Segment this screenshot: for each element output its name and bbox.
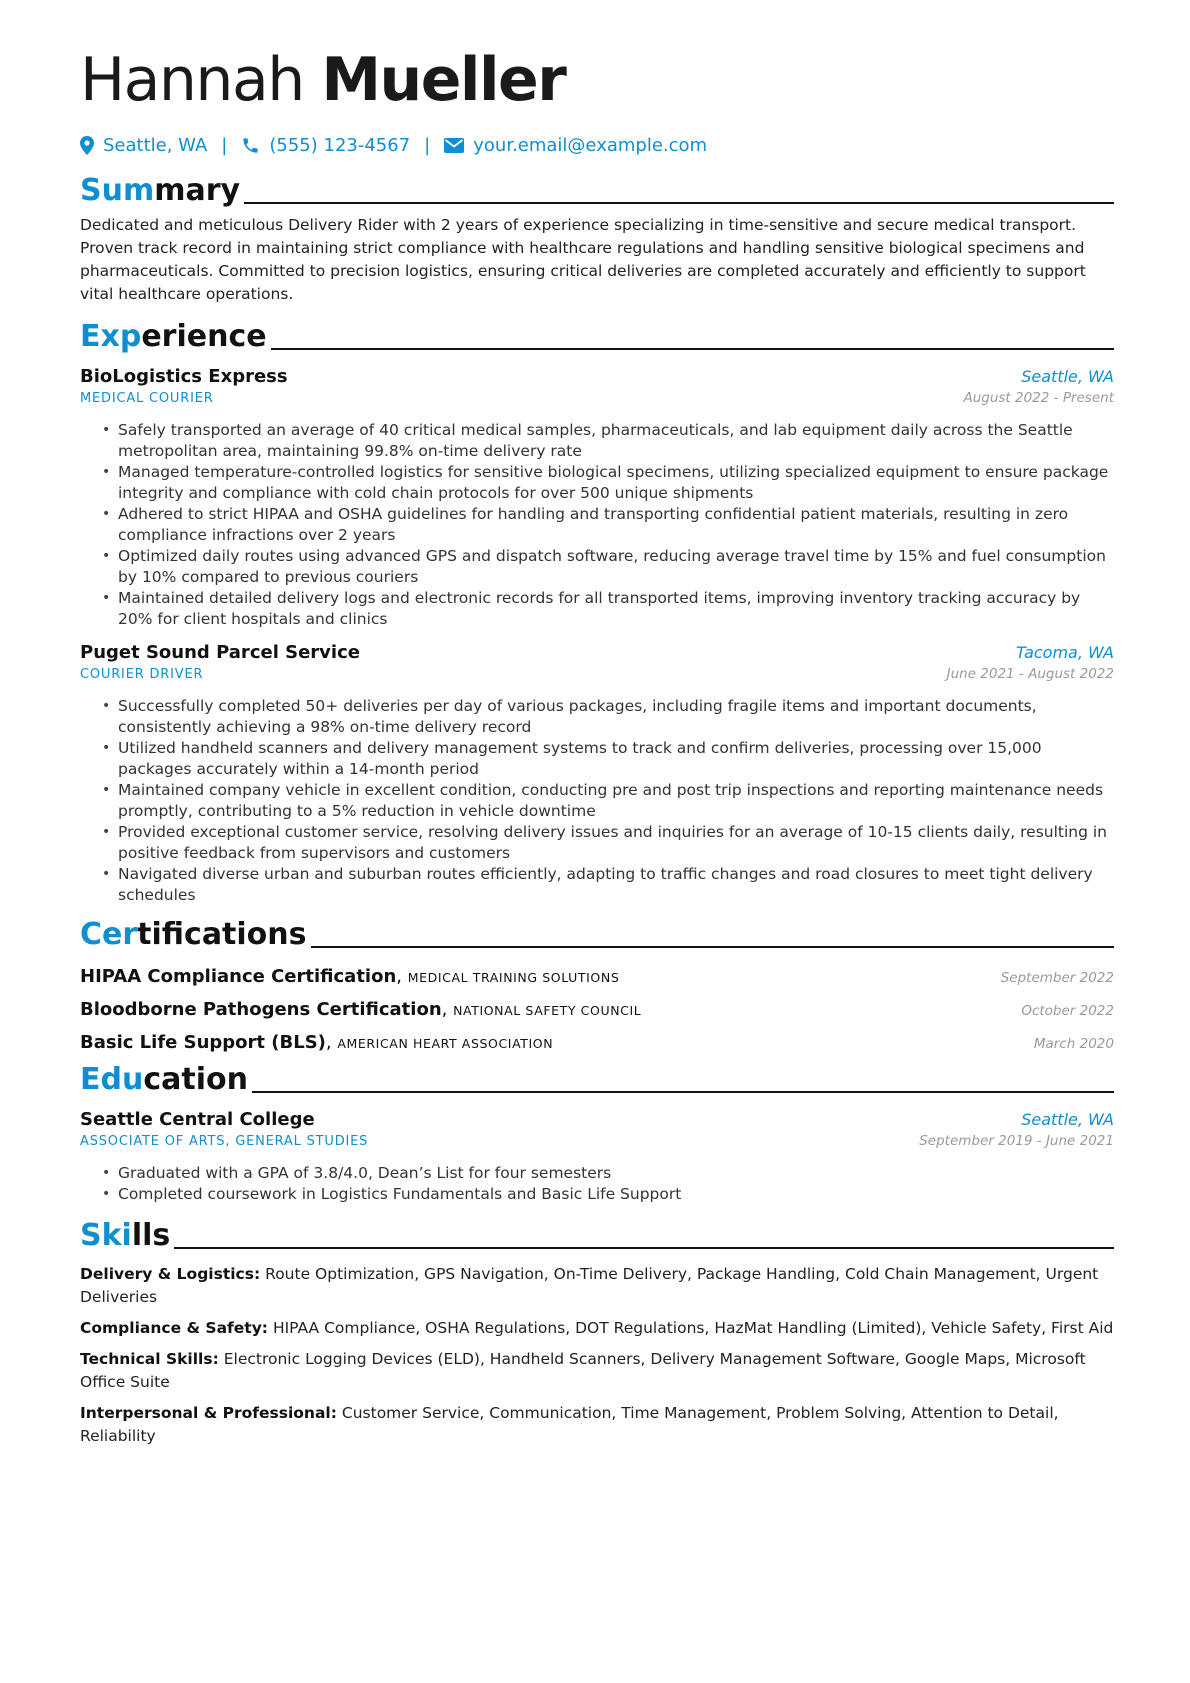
job-title: COURIER DRIVER (80, 667, 204, 682)
contact-separator: | (221, 134, 228, 156)
skill-list: Customer Service, Communication, Time Management, Problem Solving, Attention to Detail, Reliability (80, 1404, 1059, 1445)
bullet-item: • Completed coursework in Logistics Fundamentals and Basic Life Support (102, 1184, 1114, 1205)
bullet-item: • Maintained company vehicle in excellent condition, conducting pre and post trip inspections and reporting maintenance needs promptly, contributing to a 5% reduction in vehicle downtime (102, 780, 1114, 822)
cert-issuer: NATIONAL SAFETY COUNCIL (453, 1003, 642, 1018)
cert-name: Bloodborne Pathogens Certification (80, 999, 442, 1020)
skill-row (80, 1402, 1114, 1448)
first-name: Hannah (80, 45, 304, 115)
summary-heading (80, 172, 1114, 210)
education-dates: September 2019 - June 2021 (919, 1133, 1114, 1149)
section-title: Education (80, 1062, 248, 1097)
contact-separator: | (424, 134, 431, 156)
bullet-item: • Safely transported an average of 40 critical medical samples, pharmaceuticals, and lab equipment daily across the Seattle metropolitan area, maintaining 99.8% on-time delivery rate (102, 420, 1114, 462)
cert-name: HIPAA Compliance Certification (80, 966, 397, 987)
education-bullets (80, 1163, 1114, 1205)
company-name: Puget Sound Parcel Service (80, 642, 360, 663)
experience-entry (80, 366, 1114, 630)
certifications-heading (80, 916, 1114, 954)
cert-name: Basic Life Support (BLS) (80, 1032, 326, 1053)
cert-date: October 2022 (1021, 1003, 1114, 1019)
cert-date: March 2020 (1033, 1036, 1114, 1052)
bullet-item: • Successfully completed 50+ deliveries per day of various packages, including fragile items and important documents, consistently achieving a 98% on-time delivery record (102, 696, 1114, 738)
skill-list: HIPAA Compliance, OSHA Regulations, DOT Regulations, HazMat Handling (Limited), Vehicle Safety, First Aid (272, 1319, 1114, 1337)
skill-row (80, 1317, 1114, 1340)
map-pin-icon (80, 136, 94, 155)
skill-list: Route Optimization, GPS Navigation, On-Time Delivery, Package Handling, Cold Chain Management, Urgent Deliveries (80, 1265, 1099, 1306)
skill-category: Compliance & Safety: (80, 1319, 268, 1337)
section-divider (174, 1247, 1114, 1249)
skill-row (80, 1348, 1114, 1394)
envelope-icon (444, 138, 464, 153)
bullet-item: • Navigated diverse urban and suburban routes efficiently, adapting to traffic changes and road closures to meet tight delivery schedules (102, 864, 1114, 906)
bullet-item: • Graduated with a GPA of 3.8/4.0, Dean’s List for four semesters (102, 1163, 1114, 1184)
bullet-item: • Maintained detailed delivery logs and electronic records for all transported items, improving inventory tracking accuracy by 20% for client hospitals and clinics (102, 588, 1114, 630)
section-divider (311, 946, 1114, 948)
job-dates: June 2021 - August 2022 (946, 666, 1114, 682)
experience-entry (80, 642, 1114, 906)
candidate-name (80, 40, 1114, 120)
email-text: your.email@example.com (473, 134, 708, 156)
certification-item: Basic Life Support (BLS), AMERICAN HEART ASSOCIATION March 2020 (80, 1032, 1114, 1053)
job-title: MEDICAL COURIER (80, 391, 214, 406)
skill-row (80, 1263, 1114, 1309)
bullet-item: • Provided exceptional customer service, resolving delivery issues and inquiries for an average of 10-15 clients daily, resulting in positive feedback from supervisors and customers (102, 822, 1114, 864)
school-name: Seattle Central College (80, 1109, 315, 1130)
email-link[interactable] (444, 135, 707, 156)
location-text: Seattle, WA (103, 134, 208, 156)
phone-icon (241, 136, 260, 155)
skill-category: Technical Skills: (80, 1350, 219, 1368)
section-divider (271, 348, 1114, 350)
skill-list: Electronic Logging Devices (ELD), Handheld Scanners, Delivery Management Software, Google Maps, Microsoft Office Suite (80, 1350, 1086, 1391)
job-dates: August 2022 - Present (963, 390, 1114, 406)
skills-heading (80, 1217, 1114, 1255)
skill-category: Delivery & Logistics: (80, 1265, 261, 1283)
certification-item: HIPAA Compliance Certification, MEDICAL TRAINING SOLUTIONS September 2022 (80, 966, 1114, 987)
cert-date: September 2022 (1000, 970, 1114, 986)
school-location: Seattle, WA (1021, 1110, 1114, 1129)
job-bullets (80, 696, 1114, 906)
bullet-item: • Managed temperature-controlled logistics for sensitive biological specimens, utilizing specialized equipment to ensure package integrity and compliance with cold chain protocols for over 500 unique shipments (102, 462, 1114, 504)
bullet-item: • Optimized daily routes using advanced GPS and dispatch software, reducing average travel time by 15% and fuel consumption by 10% compared to previous couriers (102, 546, 1114, 588)
degree: ASSOCIATE OF ARTS, GENERAL STUDIES (80, 1134, 369, 1149)
skill-category: Interpersonal & Professional: (80, 1404, 337, 1422)
section-title: Skills (80, 1218, 171, 1253)
bullet-item: • Utilized handheld scanners and delivery management systems to track and confirm deliveries, processing over 15,000 packages accurately within a 14-month period (102, 738, 1114, 780)
phone-text: (555) 123-4567 (269, 134, 411, 156)
job-location: Seattle, WA (1021, 367, 1114, 386)
education-heading (80, 1061, 1114, 1099)
section-divider (244, 202, 1114, 204)
job-location: Tacoma, WA (1015, 643, 1114, 662)
section-title: Summary (80, 173, 241, 208)
cert-issuer: AMERICAN HEART ASSOCIATION (337, 1036, 554, 1051)
job-bullets (80, 420, 1114, 630)
section-title: Certifications (80, 917, 307, 952)
section-title: Experience (80, 319, 267, 354)
bullet-item: • Adhered to strict HIPAA and OSHA guidelines for handling and transporting confidential patient materials, resulting in zero compliance infractions over 2 years (102, 504, 1114, 546)
last-name: Mueller (321, 45, 566, 115)
education-entry (80, 1109, 1114, 1205)
certification-item: Bloodborne Pathogens Certification, NATIONAL SAFETY COUNCIL October 2022 (80, 999, 1114, 1020)
cert-issuer: MEDICAL TRAINING SOLUTIONS (407, 970, 620, 985)
contact-bar (80, 132, 1114, 158)
phone-link[interactable] (241, 135, 410, 156)
location-item (80, 135, 207, 156)
section-divider (252, 1091, 1114, 1093)
company-name: BioLogistics Express (80, 366, 288, 387)
summary-text: Dedicated and meticulous Delivery Rider with 2 years of experience specializing in time-sensitive and secure medical transport. Proven track record in maintaining strict compliance with healthcare regulations and handling sensitive biological specimens and pharmaceuticals. Committed to precision logistics, ensuring critical deliveries are completed accurately and efficiently to support vital healthcare operations. (80, 216, 1086, 303)
experience-heading (80, 318, 1114, 356)
